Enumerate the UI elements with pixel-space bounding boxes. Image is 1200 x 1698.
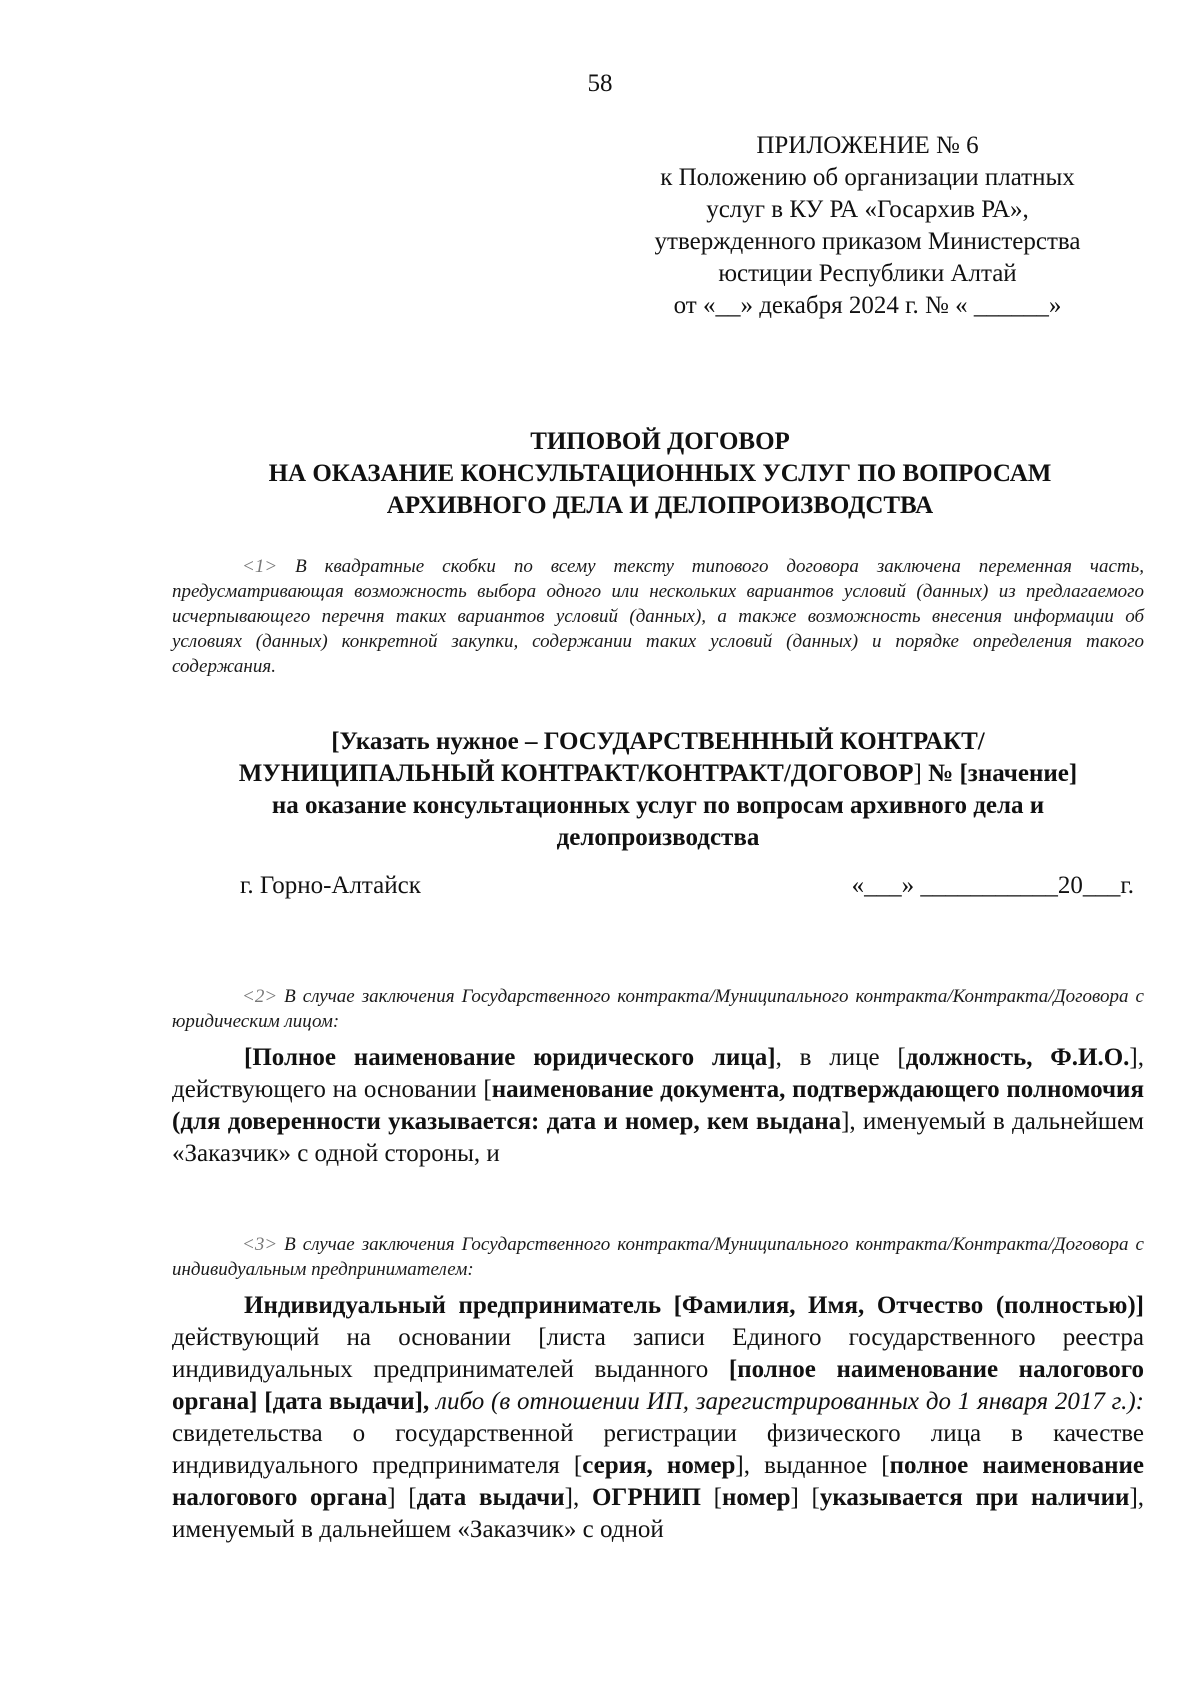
- document-title: [170, 426, 1150, 522]
- footnote-index: <1>: [242, 556, 278, 577]
- paragraph-text: ],: [564, 1484, 592, 1511]
- paragraph-text: ] [: [387, 1484, 417, 1511]
- paragraph-text: свидетельства о государственной регистрации физического лица в качестве индивидуального предпринимателя [: [172, 1420, 1144, 1479]
- appendix-line: услуг в КУ РА «Госархив РА»,: [706, 196, 1029, 223]
- date: «___» ___________20___г.: [851, 872, 1134, 899]
- contract-type: МУНИЦИПАЛЬНЫЙ КОНТРАКТ/КОНТРАКТ/ДОГОВОР: [238, 760, 914, 787]
- contract-heading-line: [172, 758, 1144, 790]
- appendix-reference: [600, 130, 1135, 322]
- footnote-text: В квадратные скобки по всему тексту типового договора заключена переменная часть, предусматривающая возможность выбора одного или нескольких вариантов условий (данных) из предлагаемого исчерпывающего перечня таких вариантов условий (данных), а также возможность внесения информации об условиях (данных) конкретной закупки, содержании таких условий (данных) и порядке определения такого содержания.: [172, 556, 1144, 677]
- appendix-line: к Положению об организации платных: [660, 164, 1075, 191]
- contract-heading-line: делопроизводства: [556, 824, 760, 851]
- page-number: 58: [587, 70, 613, 97]
- title-line: АРХИВНОГО ДЕЛА И ДЕЛОПРОИЗВОДСТВА: [386, 492, 934, 519]
- footnote-text: В случае заключения Государственного контракта/Муниципального контракта/Контракта/Договора с юридическим лицом:: [172, 986, 1144, 1032]
- field-placeholder: наименование документа, подтверждающего полномочия (для доверенности указывается: дата и номер, кем выдана: [172, 1076, 1144, 1135]
- footnote-index: <2>: [242, 986, 278, 1007]
- entrepreneur-paragraph: [172, 1290, 1144, 1546]
- field-placeholder: ОГРНИП: [591, 1484, 701, 1511]
- paragraph-italic-text: либо (в отношении ИП, зарегистрированных до 1 января 2017 г.):: [429, 1388, 1144, 1415]
- paragraph-text: ], действующего на основании [: [172, 1044, 1144, 1103]
- appendix-line: ПРИЛОЖЕНИЕ № 6: [756, 132, 979, 159]
- legal-entity-paragraph: [172, 1042, 1144, 1170]
- footnote-1: [172, 554, 1144, 679]
- footnote-text: В случае заключения Государственного контракта/Муниципального контракта/Контракта/Договора с индивидуальным предпринимателем:: [172, 1234, 1144, 1280]
- paragraph-text: ], именуемый в дальнейшем «Заказчик» с одной: [172, 1484, 1145, 1543]
- footnote-3: [172, 1232, 1144, 1282]
- appendix-line: юстиции Республики Алтай: [718, 260, 1017, 287]
- paragraph-text: действующий на основании [листа записи Единого государственного реестра индивидуальных предпринимателей выданного: [172, 1324, 1144, 1383]
- field-placeholder: Индивидуальный предприниматель [Фамилия, Имя, Отчество (полностью)]: [244, 1292, 1144, 1319]
- footnote-2: [172, 984, 1144, 1034]
- title-line: НА ОКАЗАНИЕ КОНСУЛЬТАЦИОННЫХ УСЛУГ ПО ВОПРОСАМ: [268, 460, 1052, 487]
- contract-bracket: ]: [913, 760, 929, 787]
- contract-heading-line: на оказание консультационных услуг по вопросам архивного дела и: [271, 792, 1045, 819]
- field-placeholder: [Полное наименование юридического лица]: [244, 1044, 776, 1071]
- field-placeholder: номер: [722, 1484, 791, 1511]
- paragraph-text: ], именуемый в дальнейшем «Заказчик» с одной стороны, и: [172, 1108, 1144, 1167]
- paragraph-text: ], выданное [: [735, 1452, 890, 1479]
- field-placeholder: серия, номер: [582, 1452, 736, 1479]
- field-placeholder: должность, Ф.И.О.: [905, 1044, 1130, 1071]
- contract-number: № [значение]: [928, 760, 1078, 787]
- paragraph-text: , в лице [: [775, 1044, 906, 1071]
- footnote-index: <3>: [242, 1234, 278, 1255]
- title-line: ТИПОВОЙ ДОГОВОР: [530, 428, 790, 455]
- field-placeholder: [полное наименование налогового органа] [дата выдачи],: [172, 1356, 1144, 1415]
- field-placeholder: дата выдачи: [416, 1484, 565, 1511]
- field-placeholder: указывается при наличии: [819, 1484, 1130, 1511]
- contract-heading: [172, 726, 1144, 854]
- appendix-line: утвержденного приказом Министерства: [654, 228, 1081, 255]
- appendix-line: от «__» декабря 2024 г. № « ______»: [673, 292, 1062, 319]
- field-placeholder: полное наименование налогового органа: [172, 1452, 1144, 1511]
- place: г. Горно-Алтайск: [240, 872, 421, 899]
- paragraph-text: [: [700, 1484, 723, 1511]
- paragraph-text: ] [: [790, 1484, 820, 1511]
- contract-heading-line: [Указать нужное – ГОСУДАРСТВЕНННЫЙ КОНТРАКТ/: [331, 728, 985, 755]
